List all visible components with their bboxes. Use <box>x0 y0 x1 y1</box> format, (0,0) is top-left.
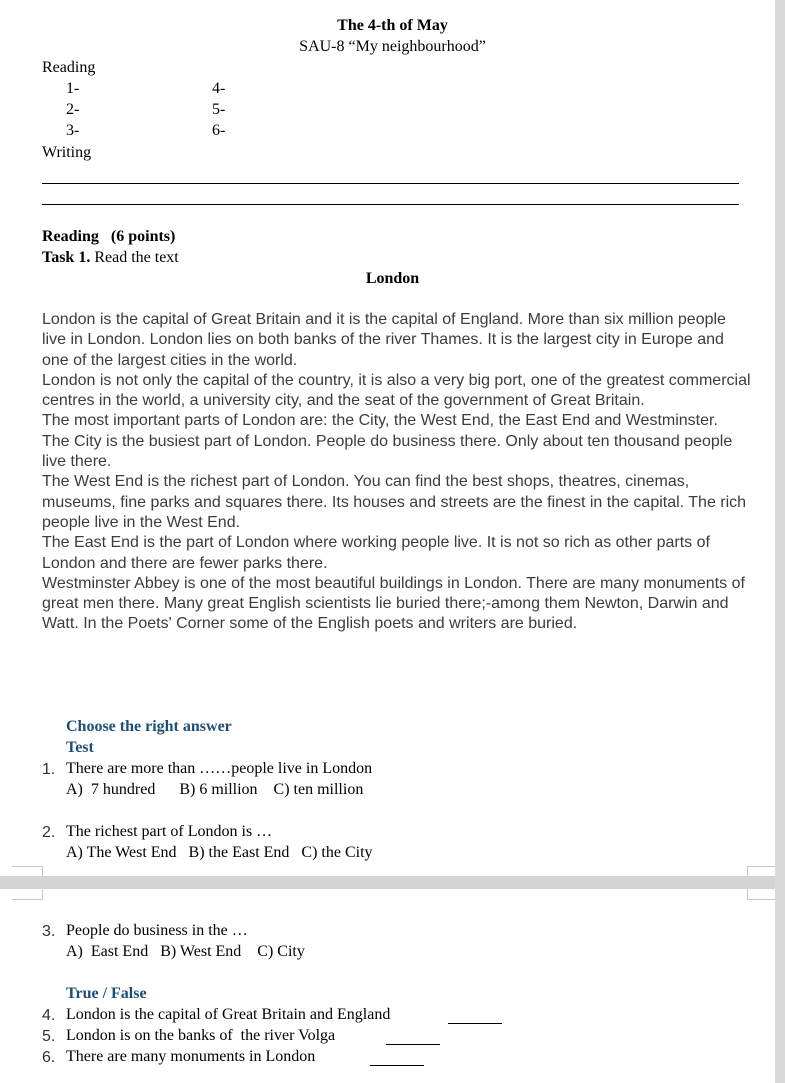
page-corner-mark <box>12 889 43 900</box>
paragraph: The East End is the part of London where working people live. It is not so rich as other parts of London and there are fewer parks there. <box>42 534 710 572</box>
question-options: A) 7 hundred B) 6 million C) ten million <box>66 781 364 798</box>
question-options: A) East End B) West End C) City <box>66 943 305 960</box>
page-corner-mark <box>747 866 775 877</box>
answer-number: 4- <box>212 80 226 97</box>
text-title: London <box>365 270 420 287</box>
task-label: Task 1. <box>42 249 91 266</box>
statement-text: There are many monuments in London <box>66 1048 316 1065</box>
question-number: 2. <box>42 824 56 841</box>
reading-label: Reading <box>42 59 96 76</box>
question-text: There are more than ……people live in London <box>66 760 373 777</box>
paragraph: London is not only the capital of the country, it is also a very big port, one of the greatest commercial centres in the world, a university city, and the seat of the government of Great Britain. <box>42 371 751 410</box>
question-text: The richest part of London is … <box>66 823 273 840</box>
page-title: The 4-th of May <box>337 17 448 34</box>
scrollbar-track[interactable] <box>775 0 785 1083</box>
question-text: People do business in the … <box>66 922 248 939</box>
test-label: Test <box>66 739 94 756</box>
statement-text: London is the capital of Great Britain and England <box>66 1006 391 1023</box>
paragraph: Westminster Abbey is one of the most beautiful buildings in London. There are many monuments of great men there. Many great English scientists lie buried there;-among them Newton, Darwin and Watt. In the Poets' Corner some of the English poets and writers are buried. <box>42 574 745 633</box>
task-instruction <box>42 248 179 268</box>
answer-number: 5- <box>212 101 226 118</box>
writing-label: Writing <box>42 144 92 161</box>
test-instruction: Choose the right answer <box>66 718 232 735</box>
answer-number: 1- <box>66 80 80 97</box>
statement-number: 5. <box>42 1028 56 1045</box>
page-break <box>0 876 775 889</box>
paragraph: The West End is the richest part of London. You can find the best shops, theatres, cinemas, museums, fine parks and squares there. Its houses and streets are the finest in the capital. The rich people live in the West End. <box>42 473 747 531</box>
page-corner-mark <box>747 889 775 900</box>
question-number: 3. <box>42 923 56 940</box>
paragraph: The City is the busiest part of London. People do business there. Only about ten thousand people live there. <box>42 432 733 471</box>
answer-number: 3- <box>66 122 80 139</box>
paragraph: The most important parts of London are: the City, the West End, the East End and Westminster. <box>42 412 718 430</box>
task-text: Read the text <box>94 249 179 266</box>
section-heading: Reading (6 points) <box>42 228 176 245</box>
statement-text: London is on the banks of the river Volga <box>66 1027 336 1044</box>
writing-line <box>42 183 739 184</box>
answer-blank[interactable] <box>386 1044 440 1045</box>
true-false-label: True / False <box>66 985 147 1002</box>
page-corner-mark <box>12 866 43 877</box>
answer-number: 2- <box>66 101 80 118</box>
writing-line <box>42 204 739 205</box>
question-number: 1. <box>42 761 56 778</box>
statement-number: 6. <box>42 1049 56 1066</box>
statement-number: 4. <box>42 1007 56 1024</box>
reading-text <box>42 310 754 635</box>
answer-blank[interactable] <box>448 1023 502 1024</box>
answer-number: 6- <box>212 122 226 139</box>
answer-blank[interactable] <box>370 1065 424 1066</box>
question-options: A) The West End B) the East End C) the City <box>66 844 373 861</box>
paragraph: London is the capital of Great Britain and it is the capital of England. More than six million people live in London. London lies on both banks of the river Thames. It is the largest city in Europe and one of the largest cities in the world. <box>42 311 726 369</box>
page-subtitle: SAU-8 “My neighbourhood” <box>299 38 486 55</box>
